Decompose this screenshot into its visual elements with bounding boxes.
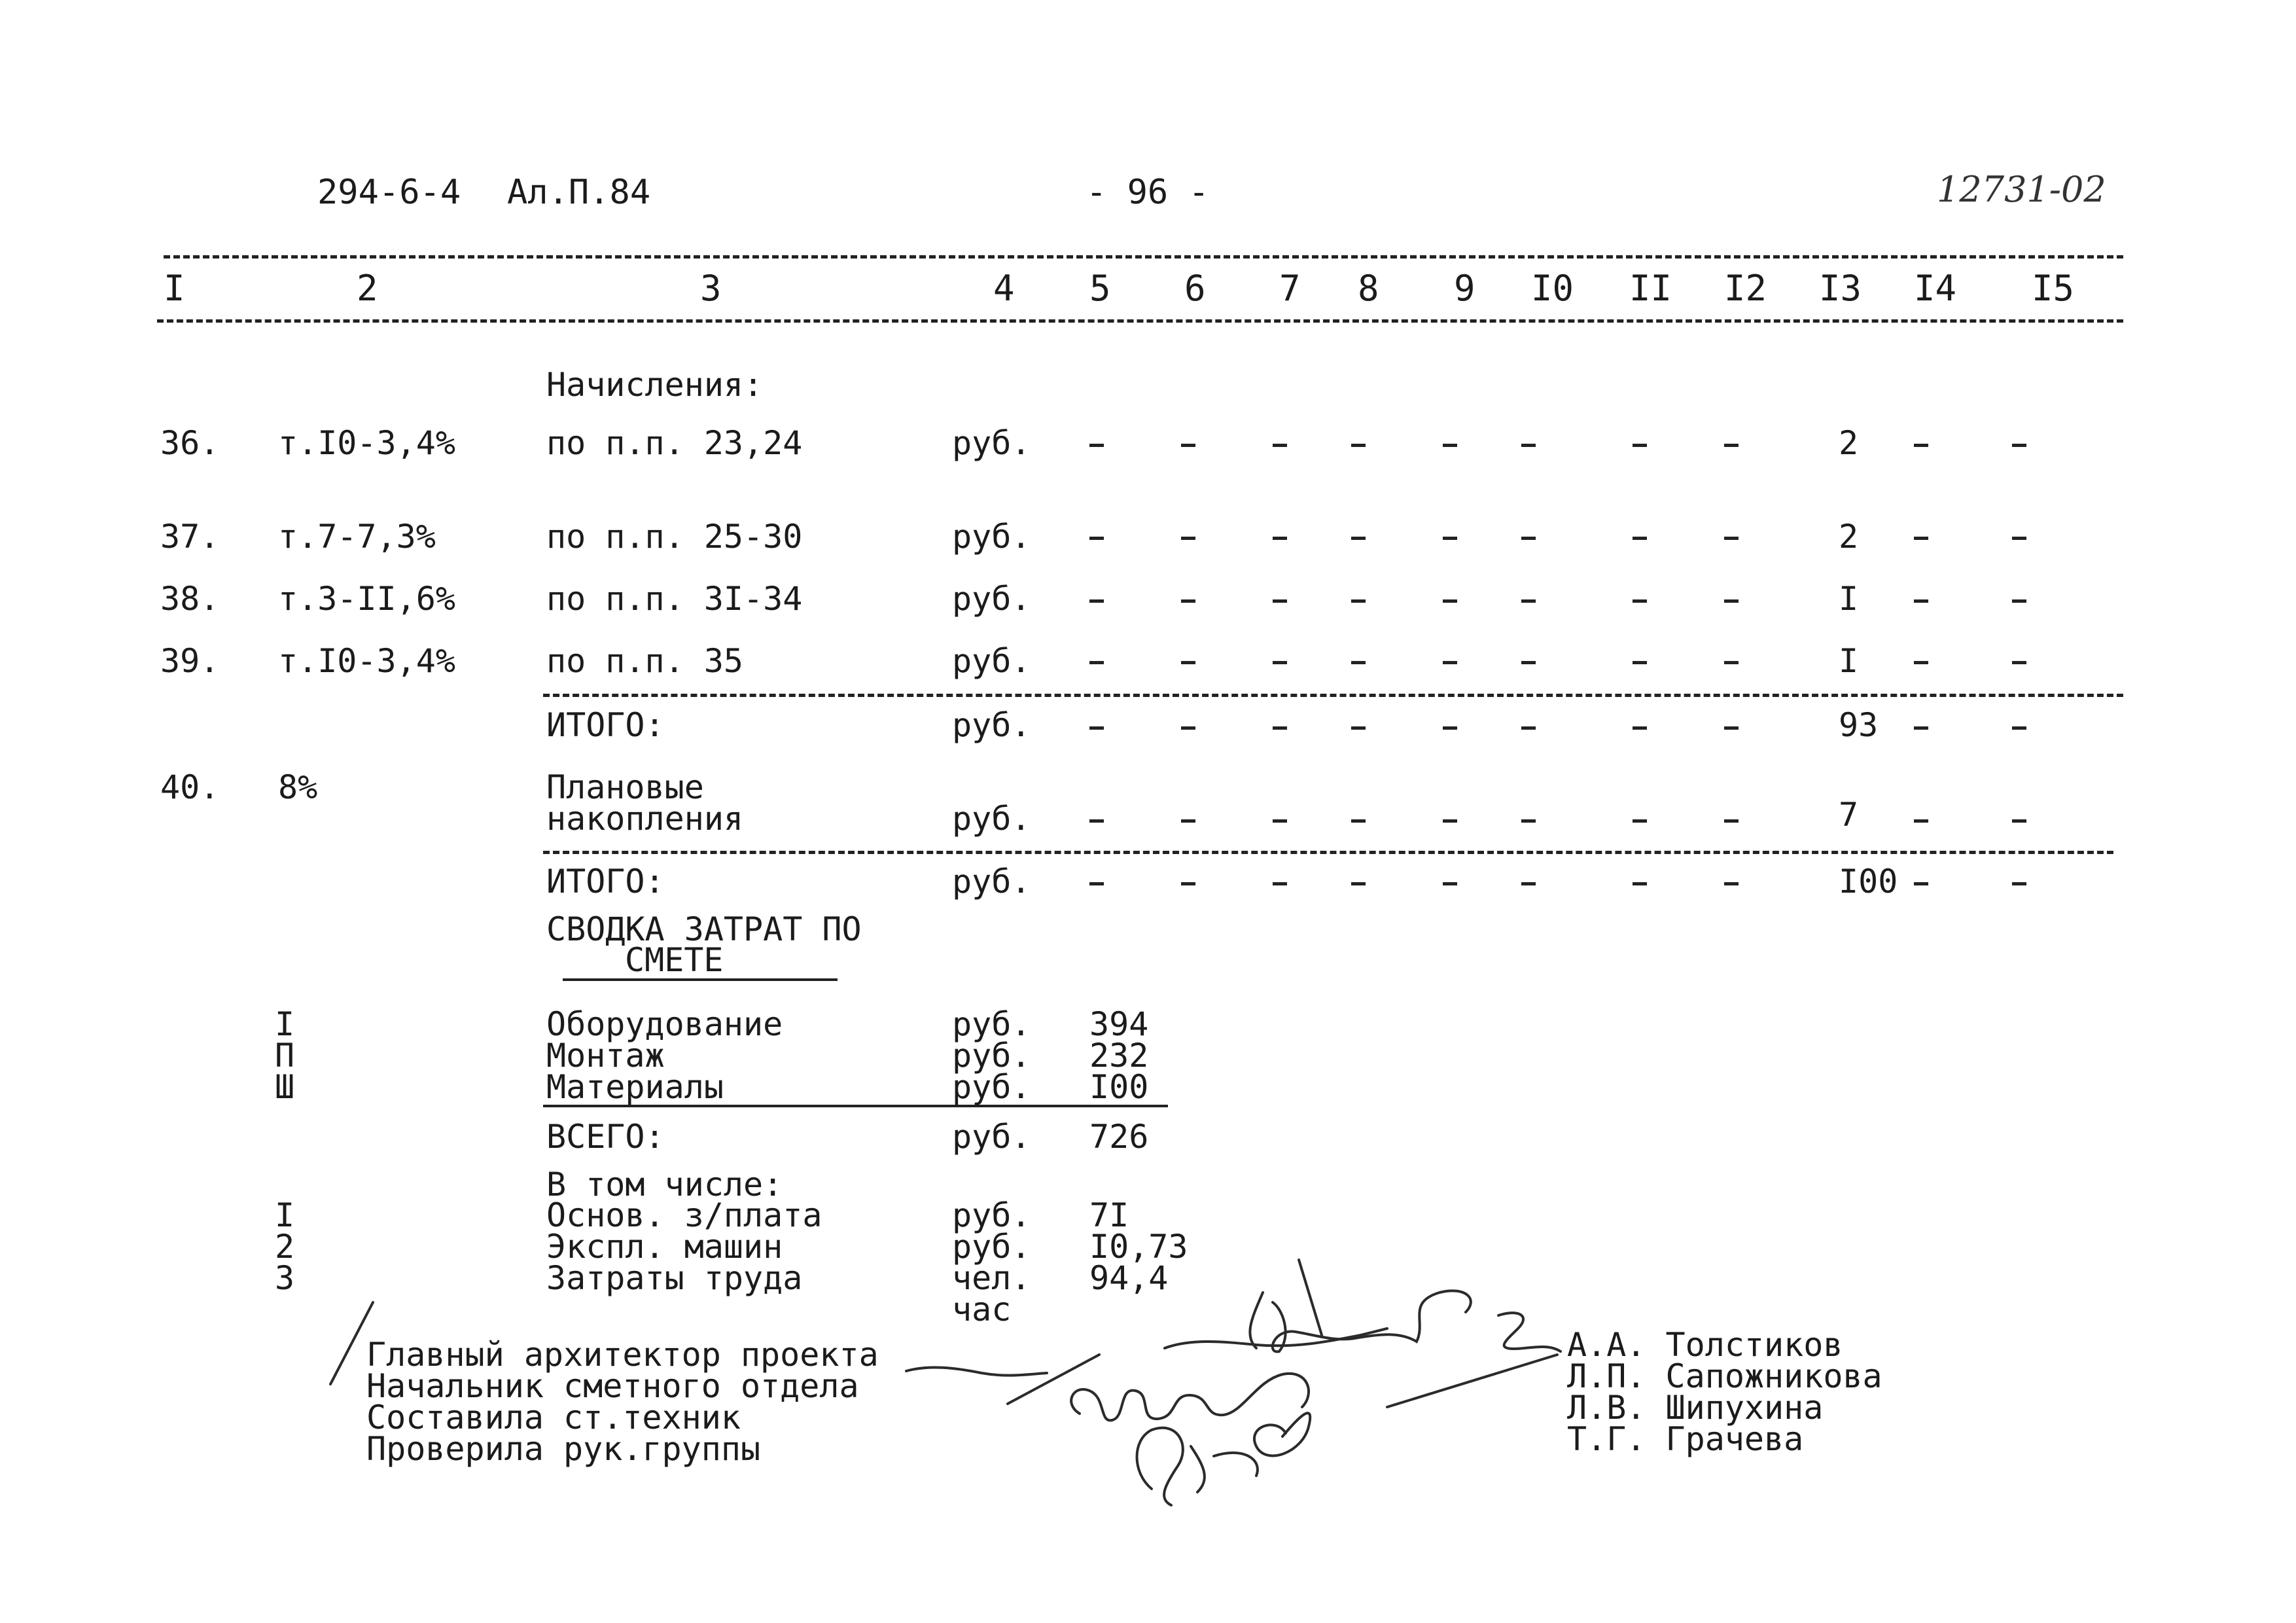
summary-item-unit: руб. [952,1037,1031,1075]
included-item-number: I [275,1196,295,1234]
signature-name: Т.Г. Грачева [1567,1420,1804,1458]
row-number: 37. [160,518,220,556]
row-value-c13: I [1839,642,1859,680]
signature-role: Составила ст.техник [366,1399,741,1436]
summary-total-value: 726 [1089,1118,1149,1156]
row-rate: т.I0-3,4% [278,424,455,462]
inventory-number: 12731-02 [1937,169,2106,210]
column-header: 2 [357,268,378,309]
column-header: 5 [1089,268,1111,309]
row-number: 40. [160,768,220,806]
summary-item-number: П [275,1037,295,1075]
column-header: 8 [1358,268,1379,309]
signature-name: Л.П. Сапожникова [1567,1357,1882,1395]
included-item-number: 2 [275,1228,295,1266]
document-code: 294-6-4 [317,173,461,212]
summary-item-value: 394 [1089,1005,1149,1043]
included-item-value: 94,4 [1089,1259,1169,1297]
included-item-number: 3 [275,1259,295,1297]
row-value-c13: 2 [1839,518,1859,556]
summary-title: СВОДКА ЗАТРАТ ПО [546,910,862,948]
column-header: II [1629,268,1672,309]
summary-item-unit: руб. [952,1068,1031,1106]
included-item-label: Затраты труда [546,1259,803,1297]
row-description: по п.п. 25-30 [546,518,803,556]
row-unit: руб. [952,642,1031,680]
summary-item-value: 232 [1089,1037,1149,1075]
row-value-c13: 7 [1839,796,1859,834]
row-value-c13: 2 [1839,424,1859,462]
section-title: Начисления: [546,366,764,404]
summary-item-value: I00 [1089,1068,1149,1106]
signature-role: Главный архитектор проекта [366,1336,879,1374]
album-number: Ал.П.84 [507,173,651,212]
summary-item-label: Материалы [546,1068,724,1106]
signature-name: А.А. Толстиков [1567,1326,1843,1364]
column-header: I5 [2032,268,2075,309]
row-number: 39. [160,642,220,680]
row-description: Плановые [546,768,704,806]
included-item-unit-line2: час [952,1291,1012,1329]
row-rate: т.7-7,3% [278,518,436,556]
summary-item-number: Ш [275,1068,295,1106]
row-description: по п.п. 35 [546,642,744,680]
included-item-label: Экспл. машин [546,1228,783,1266]
row-rate: т.3-II,6% [278,580,455,618]
total-unit: руб. [952,706,1031,744]
total-value-c13: 93 [1839,706,1879,744]
included-item-value: 7I [1089,1196,1129,1234]
summary-title-line2: СМЕТЕ [625,941,724,979]
summary-item-number: I [275,1005,295,1043]
included-item-value: I0,73 [1089,1228,1188,1266]
row-unit: руб. [952,580,1031,618]
summary-item-label: Монтаж [546,1037,665,1075]
total-label: ИТОГО: [546,706,665,744]
signature-role: Проверила рук.группы [366,1430,761,1468]
total-label: ИТОГО: [546,863,665,901]
column-header: 9 [1454,268,1475,309]
row-unit: руб. [952,424,1031,462]
signature-name: Л.В. Шипухина [1567,1389,1824,1427]
row-unit: руб. [952,518,1031,556]
column-header: 6 [1184,268,1206,309]
included-item-unit: руб. [952,1196,1031,1234]
row-number: 36. [160,424,220,462]
included-item-unit: руб. [952,1228,1031,1266]
row-rate: т.I0-3,4% [278,642,455,680]
row-unit: руб. [952,800,1031,838]
summary-item-label: Оборудование [546,1005,783,1043]
column-header: 3 [700,268,722,309]
row-rate: 8% [278,768,318,806]
row-number: 38. [160,580,220,618]
column-header: 4 [993,268,1015,309]
column-header: I2 [1724,268,1767,309]
column-header: I3 [1819,268,1862,309]
included-item-label: Основ. з/плата [546,1196,822,1234]
column-header: I0 [1531,268,1574,309]
summary-total-label: ВСЕГО: [546,1118,665,1156]
row-description: по п.п. 23,24 [546,424,803,462]
row-description: по п.п. 3I-34 [546,580,803,618]
page-number: - 96 - [1086,173,1209,212]
signature-role: Начальник сметного отдела [366,1367,859,1405]
total-unit: руб. [952,863,1031,901]
row-value-c13: I [1839,580,1859,618]
column-header: I4 [1914,268,1957,309]
summary-total-unit: руб. [952,1118,1031,1156]
included-item-unit: чел. [952,1259,1031,1297]
included-title: В том числе: [546,1166,783,1204]
column-header: 7 [1279,268,1301,309]
summary-item-unit: руб. [952,1005,1031,1043]
row-description-line2: накопления [546,800,744,838]
column-header: I [164,268,185,309]
total-value-c13: I00 [1839,863,1898,901]
